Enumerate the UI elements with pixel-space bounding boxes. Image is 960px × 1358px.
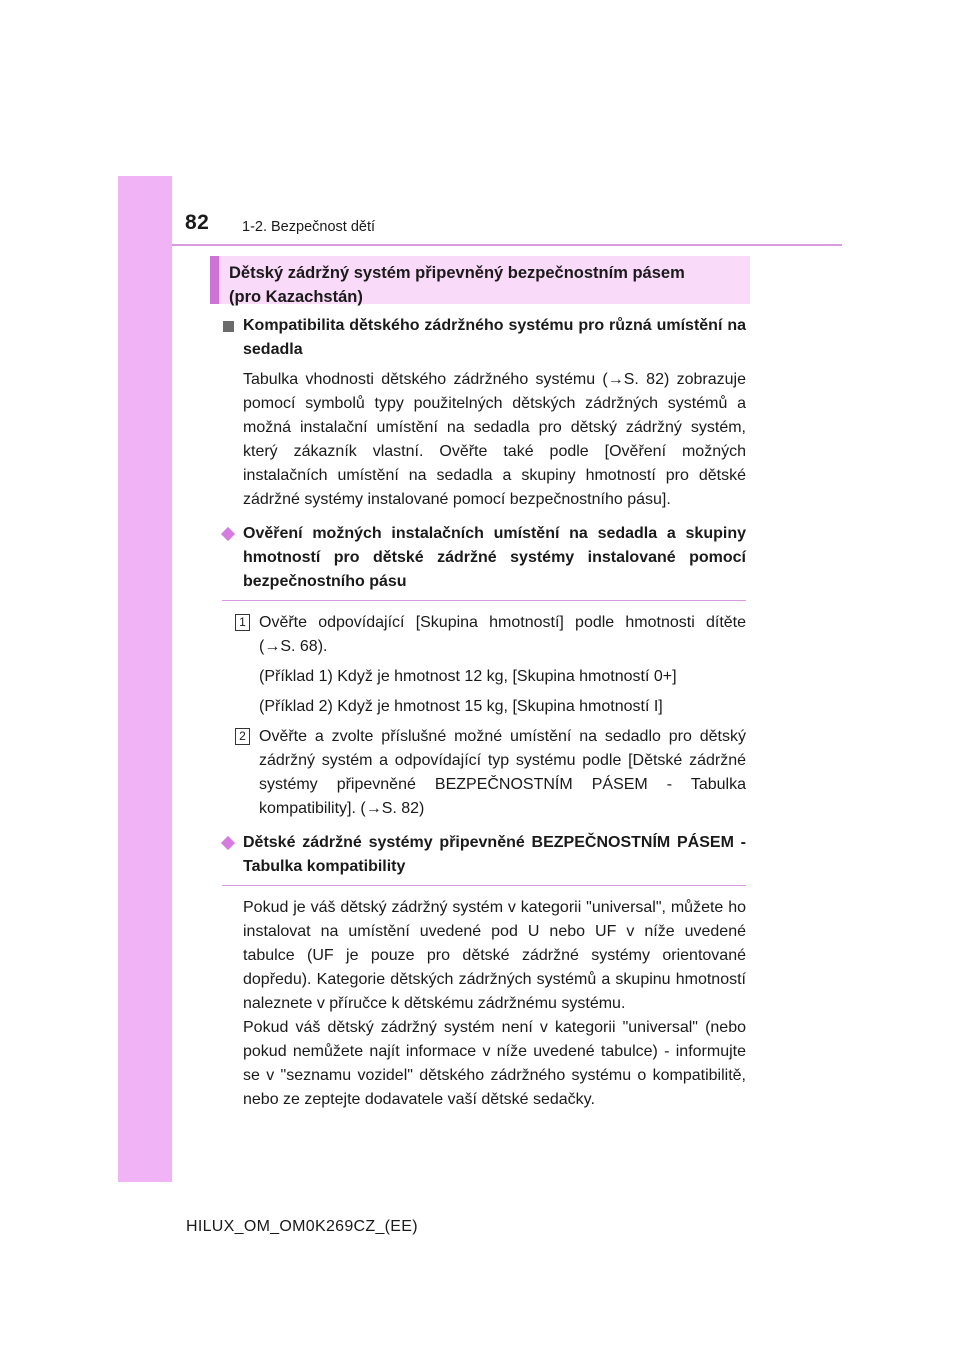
heading-divider <box>222 600 746 601</box>
document-code: HILUX_OM_OM0K269CZ_(EE) <box>186 1218 418 1235</box>
heading-divider <box>222 885 746 886</box>
diamond-bullet-icon <box>221 527 235 541</box>
side-tab-band <box>118 176 172 1182</box>
verify-heading <box>222 522 746 594</box>
compat-heading <box>222 314 746 362</box>
square-bullet-icon <box>223 321 234 332</box>
table-paragraph-2: Pokud váš dětský zádržný systém není v kategorii "universal" (nebo pokud nemůžete najít informace v níže uvedené tabulce) - informujte se v "seznamu vozidel" dětského zádržného systému o kompatibilitě, nebo ze zeptejte dodavatele vaší dětské sedačky. <box>243 1019 746 1108</box>
step-number-box: 2 <box>235 728 250 745</box>
topic-title-line-1: Dětský zádržný systém připevněný bezpečnostním pásem <box>229 264 685 282</box>
topic-title-line-2: (pro Kazachstán) <box>229 288 363 306</box>
verify-heading-text: Ověření možných instalačních umístění na sedadla a skupiny hmotností pro dětské zádržné systémy instalované pomocí bezpečnostního pásu <box>243 525 746 590</box>
compat-paragraph: Tabulka vhodnosti dětského zádržného systému (→S. 82) zobrazuje pomocí symbolů typy použitelných dětských zádržných systémů a možná instalační umístění na sedadla pro dětský zádržný systém, který zákazník vlastní. Ověřte také podle [Ověření možných instalačních umístění na sedadla a skupiny hmotností pro dětské zádržné systémy instalované pomocí bezpečnostního pásu]. <box>243 371 746 508</box>
table-paragraphs <box>222 896 746 1112</box>
table-paragraph-1: Pokud je váš dětský zádržný systém v kategorii "universal", můžete ho instalovat na umístění uvedené pod U nebo UF v níže uvedené tabulce (UF je pouze pro dětské zádržné systémy orientované dopředu). Kategorie dětských zádržných systémů a skupinu hmotností naleznete v příručce k dětskému zádržnému systému. <box>243 899 746 1012</box>
step-2 <box>222 725 746 821</box>
step-number-box: 1 <box>235 614 250 631</box>
step-2-text: Ověřte a zvolte příslušné možné umístění na sedadlo pro dětský zádržný systém a odpovídající typ systému podle [Dětské zádržné systémy připevněné BEZPEČNOSTNÍM PÁSEM - Tabulka kompatibility]. (→S. 82) <box>259 728 746 817</box>
compat-paragraph-wrap <box>222 368 746 512</box>
section-title: 1-2. Bezpečnost dětí <box>242 219 375 235</box>
table-heading <box>222 831 746 879</box>
step-1-text: Ověřte odpovídající [Skupina hmotností] podle hmotnosti dítěte (→S. 68). <box>259 614 746 655</box>
table-heading-text: Dětské zádržné systémy připevněné BEZPEČNOSTNÍM PÁSEM - Tabulka kompatibility <box>243 834 746 875</box>
header-divider <box>172 244 842 246</box>
body-content <box>222 314 746 1112</box>
compat-heading-text: Kompatibilita dětského zádržného systému pro různá umístění na sedadla <box>243 317 746 358</box>
example-1: (Příklad 1) Když je hmotnost 12 kg, [Skupina hmotností 0+] <box>259 668 677 685</box>
diamond-bullet-icon <box>221 836 235 850</box>
example-2: (Příklad 2) Když je hmotnost 15 kg, [Skupina hmotností I] <box>259 698 663 715</box>
step-1 <box>222 611 746 719</box>
topic-title-box <box>210 256 750 304</box>
page-number: 82 <box>185 211 210 234</box>
